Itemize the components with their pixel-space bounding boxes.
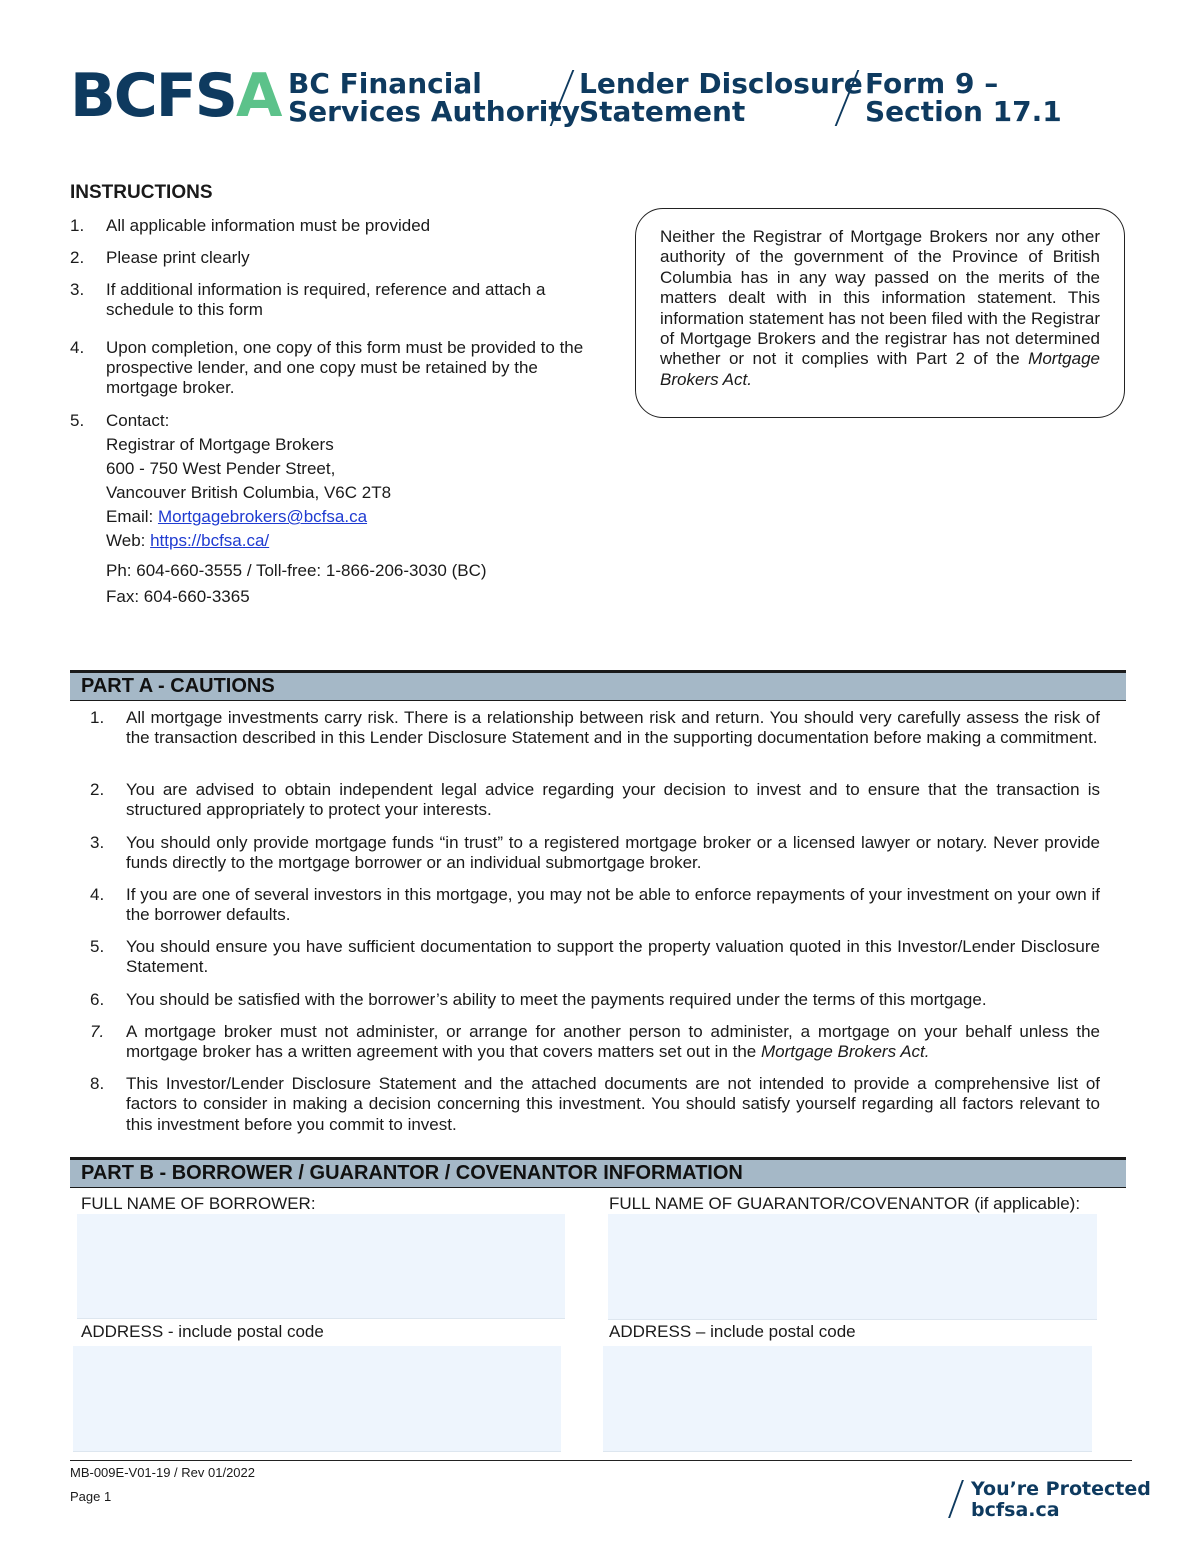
tagline-website: bcfsa.ca [971, 1499, 1060, 1521]
caution-item [90, 780, 1100, 821]
instruction-item [70, 216, 610, 236]
contact-street: 600 - 750 West Pender Street, [106, 459, 336, 478]
footer-tagline [971, 1479, 1151, 1521]
contact-web [106, 531, 269, 551]
instructions-title: INSTRUCTIONS [70, 182, 213, 203]
caution-item [90, 708, 1100, 749]
caution-item [90, 937, 1100, 978]
caution-text: If you are one of several investors in this mortgage, you may not be able to enforce repayments of your investment on your own if the borrower defaults. [126, 885, 1100, 925]
caution-act-name: Mortgage Brokers Act. [760, 1042, 930, 1062]
logo-letters: BCFS [70, 61, 236, 131]
instruction-text: Contact: [106, 411, 170, 430]
instruction-number: 1. [70, 216, 85, 235]
logo-accent-letter: A [235, 61, 281, 131]
caution-item [90, 1022, 1100, 1063]
tagline-protected: You’re Protected [971, 1478, 1151, 1500]
caution-number: 3. [90, 833, 105, 852]
borrower-name-label: FULL NAME OF BORROWER: [81, 1194, 316, 1213]
instruction-text: All applicable information must be provided [106, 216, 431, 235]
web-link[interactable]: https://bcfsa.ca/ [150, 531, 270, 550]
caution-item [90, 885, 1100, 926]
instruction-item [70, 248, 610, 268]
contact-email [106, 507, 367, 527]
document-title-line2: Statement [579, 95, 746, 128]
contact-fax: Fax: 604-660-3365 [106, 587, 250, 606]
caution-number: 6. [90, 990, 105, 1009]
web-label: Web: [106, 531, 151, 550]
caution-text: You should be satisfied with the borrower’s ability to meet the payments required under the terms of this mortgage. [126, 990, 987, 1009]
instruction-number: 2. [70, 248, 85, 267]
part-a-header [70, 670, 1126, 701]
email-label: Email: [106, 507, 158, 526]
guarantor-name-field[interactable] [608, 1214, 1097, 1320]
org-name [288, 67, 581, 128]
form-number-line2: Section 17.1 [865, 95, 1062, 128]
document-title [579, 67, 863, 128]
caution-text [126, 1022, 1100, 1063]
caution-text: This Investor/Lender Disclosure Statement and the attached documents are not intended to provide a comprehensive list of factors to consider in making a decision concerning this investment. You should satisfy yourself regarding all factors relevant to this investment before you commit to invest. [126, 1074, 1100, 1134]
guarantor-address-field[interactable] [603, 1346, 1092, 1452]
email-link[interactable]: Mortgagebrokers@bcfsa.ca [157, 507, 368, 526]
borrower-address-label: ADDRESS - include postal code [81, 1322, 324, 1341]
instruction-text: If additional information is required, reference and attach a schedule to this form [106, 280, 546, 319]
guarantor-address-label: ADDRESS – include postal code [609, 1322, 856, 1341]
org-name-line1: BC Financial [288, 67, 482, 100]
caution-item [90, 833, 1100, 874]
instruction-item [70, 411, 610, 431]
disclaimer-act-name: Mortgage Brokers Act. [660, 349, 1100, 389]
instruction-item [70, 280, 590, 320]
instruction-number: 5. [70, 411, 85, 430]
part-a-title: PART A - CAUTIONS [81, 675, 275, 697]
caution-item [90, 1074, 1100, 1135]
document-title-line1: Lender Disclosure [579, 67, 863, 100]
org-name-line2: Services Authority [288, 95, 581, 128]
caution-number: 1. [90, 708, 105, 727]
caution-number: 5. [90, 937, 105, 956]
caution-text: You are advised to obtain independent legal advice regarding your decision to invest and to ensure that the transaction is structured appropriately to protect your interests. [126, 780, 1100, 820]
disclaimer-notice-box [635, 208, 1125, 418]
contact-city: Vancouver British Columbia, V6C 2T8 [106, 483, 392, 502]
instruction-text: Please print clearly [106, 248, 250, 267]
instruction-number: 3. [70, 280, 85, 299]
caution-number: 2. [90, 780, 105, 799]
form-number-line1: Form 9 – [865, 67, 999, 100]
instruction-item [70, 338, 600, 398]
borrower-address-field[interactable] [73, 1346, 561, 1452]
guarantor-name-label: FULL NAME OF GUARANTOR/COVENANTOR (if applicable): [609, 1194, 1081, 1213]
footer-slash [948, 1480, 964, 1518]
part-b-header [70, 1157, 1126, 1188]
caution-number: 8. [90, 1074, 105, 1093]
instruction-number: 4. [70, 338, 85, 357]
caution-item [90, 990, 1100, 1010]
caution-number: 4. [90, 885, 105, 904]
caution-text-body: A mortgage broker must not administer, or arrange for another person to administer, a mortgage on your behalf unless the mortgage broker has a written agreement with you that covers matters set out in the [126, 1022, 1100, 1062]
borrower-name-field[interactable] [77, 1214, 565, 1319]
caution-text: You should only provide mortgage funds “in trust” to a registered mortgage broker or a licensed lawyer or notary. Never provide funds directly to the mortgage borrower or an individual submortgage broker. [126, 833, 1100, 873]
part-b-title: PART B - BORROWER / GUARANTOR / COVENANTOR INFORMATION [81, 1162, 743, 1184]
bcfsa-logo [70, 61, 281, 131]
form-code: MB-009E-V01-19 / Rev 01/2022 [70, 1465, 255, 1480]
caution-text: All mortgage investments carry risk. There is a relationship between risk and return. You should very carefully assess the risk of the transaction described in this Lender Disclosure Statement and in the supporting documentation before making a commitment. [126, 708, 1100, 748]
disclaimer-text: Neither the Registrar of Mortgage Brokers nor any other authority of the government of the Province of British Columbia has in any way passed on the merits of the matters dealt with in this information statement. This information statement has not been filed with the Registrar of Mortgage Brokers and the registrar has not determined whether or not it complies with Part 2 of the [660, 227, 1100, 369]
instruction-text: Upon completion, one copy of this form must be provided to the prospective lender, and one copy must be retained by the mortgage broker. [106, 338, 584, 397]
page-number: Page 1 [70, 1489, 112, 1504]
contact-phone: Ph: 604-660-3555 / Toll-free: 1-866-206-3030 (BC) [106, 561, 487, 580]
caution-number: 7. [90, 1022, 105, 1041]
caution-text: You should ensure you have sufficient documentation to support the property valuation quoted in this Investor/Lender Disclosure Statement. [126, 937, 1100, 977]
footer-divider [70, 1460, 1132, 1461]
form-number [865, 67, 1062, 128]
contact-name: Registrar of Mortgage Brokers [106, 435, 334, 454]
